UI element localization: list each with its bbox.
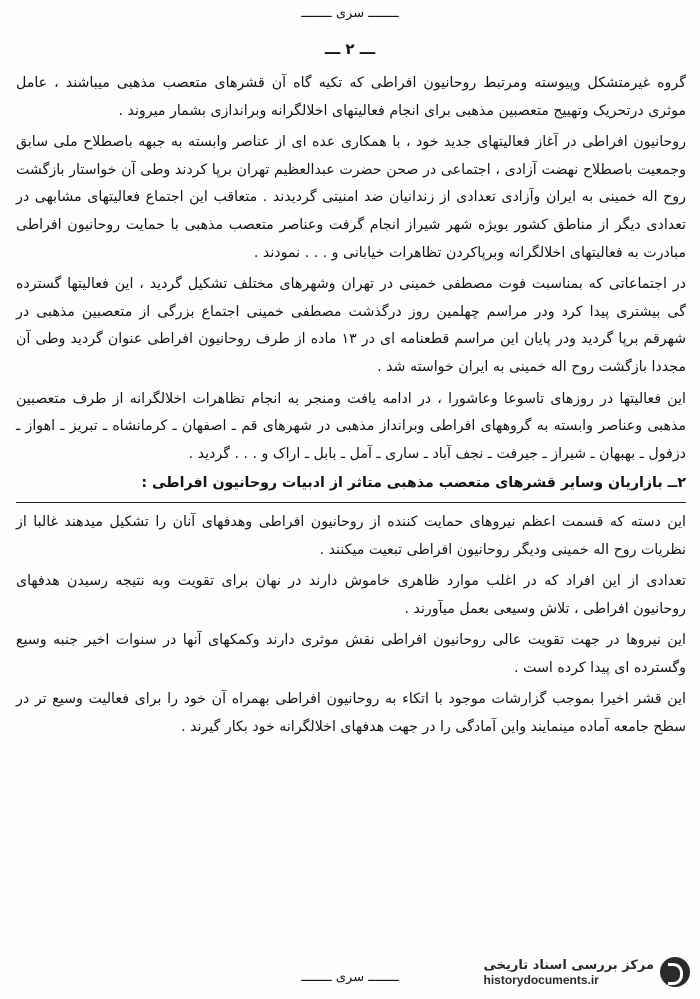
watermark-text (484, 958, 655, 987)
watermark-title: مرکز بررسی اسناد تاریخی (483, 957, 654, 973)
watermark-url: historydocuments.ir (483, 972, 599, 987)
section-paragraph-3: این نیروها در جهت تقویت عالی روحانیون افراطی نقش موثری دارند وکمکهای آنها در سنوات اخیر جنبه وسیع وگسترده ای پیدا کرده است . (16, 632, 686, 676)
paragraph-3: در اجتماعاتی که بمناسبت فوت مصطفی خمینی در تهران وشهرهای مختلف تشکیل گردید ، این فعالیتها گسترده گی بیشتری پیدا کرد ودر مراسم چهلمین روز درگذشت مصطفی خمینی اجتماع بزرگی از متعصبین مذهبی در شهرقم برپا گردید ودر پایان این مراسم قطعنامه ای در ۱۳ ماده از طرف روحانیون افراطی عنوان گردید وطی آن مجددا بازگشت روح اله خمینی به ایران خواسته شد . (16, 276, 687, 375)
classification-header: ــــــــ سری ــــــــ (301, 6, 399, 21)
section-paragraph-1: این دسته که قسمت اعظم نیروهای حمایت کننده از روحانیون افراطی وهدفهای آنان را تشکیل میدهند غالبا از نظریات روح اله خمینی ودیگر روحانیون افراطی تبعیت میکنند . (16, 513, 686, 558)
history-documents-logo-icon (660, 957, 690, 987)
paragraph-2: روحانیون افراطی در آغاز فعالیتهای جدید خود ، با همکاری عده ای از عناصر وابسته به جبهه باصطلاح ملی سابق وجمعیت باصطلاح نهضت آزادی ، اجتماعی در صحن حضرت عبدالعظیم تهران برپا کردند وطی آن خواستار بازگشت روح اله خمینی به ایران وآزادی تعدادی از زندانیان ضد امنیتی گردیدند . متعاقب این اجتماع فعالیتهای مشابهی در تعدادی دیگر از مناطق کشور بویژه شهر شیراز انجام گرفت وعناصر متعصب مذهبی با حمایت روحانیون افراطی مبادرت به فعالیتهای اخلالگرانه وبرپاکردن تظاهرات خیابانی و . . . نمودند . (16, 134, 686, 261)
paragraph-4: این فعالیتها در روزهای تاسوعا وعاشورا ، در ادامه یافت ومنجر به انجام تظاهرات اخلالگرانه از طرف متعصبین مذهبی وعناصر وابسته به گروههای افراطی وبرانداز مذهبی در شهرهای قم ـ اصفهان ـ کرمانشاه ـ تبریز ـ اهواز ـ دزفول ـ بهبهان ـ شیراز ـ جیرفت ـ نجف آباد ـ ساری ـ آمل ـ بابل ـ اراک و . . . گردید . (16, 390, 686, 462)
classification-footer: ــــــــ سری ــــــــ (301, 970, 399, 985)
section-paragraph-4: این قشر اخیرا بموجب گزارشات موجود با اتکاء به روحانیون افراطی بهمراه آن خود را برای فعالیت وسیع تر در سطح جامعه آماده مینمایند واین آمادگی را در جهت هدفهای اخلالگرانه خود بکار گیرند . (16, 691, 686, 736)
document-body (16, 70, 686, 742)
section-heading: ۲ــ بازاریان وسایر قشرهای متعصب مذهبی متاثر از ادبیات روحانیون افراطی : (16, 470, 686, 503)
page-number: ـــ ۲ ـــ (324, 40, 376, 58)
watermark (484, 957, 691, 987)
paragraph-1: گروه غیرمتشکل وپیوسته ومرتبط روحانیون افراطی که تکیه گاه آن قشرهای متعصب مذهبی میباشند ، عامل موثری درتحریک وتهییج متعصبین مذهبی برای انجام فعالیتهای اخلالگرانه وبراندازی بشمار میروند . (16, 75, 686, 119)
section-paragraph-2: تعدادی از این افراد که در اغلب موارد ظاهری خاموش دارند در نهان برای تقویت وبه نتیجه رسیدن هدفهای روحانیون افراطی ، تلاش وسیعی بعمل میآورند . (16, 573, 686, 617)
